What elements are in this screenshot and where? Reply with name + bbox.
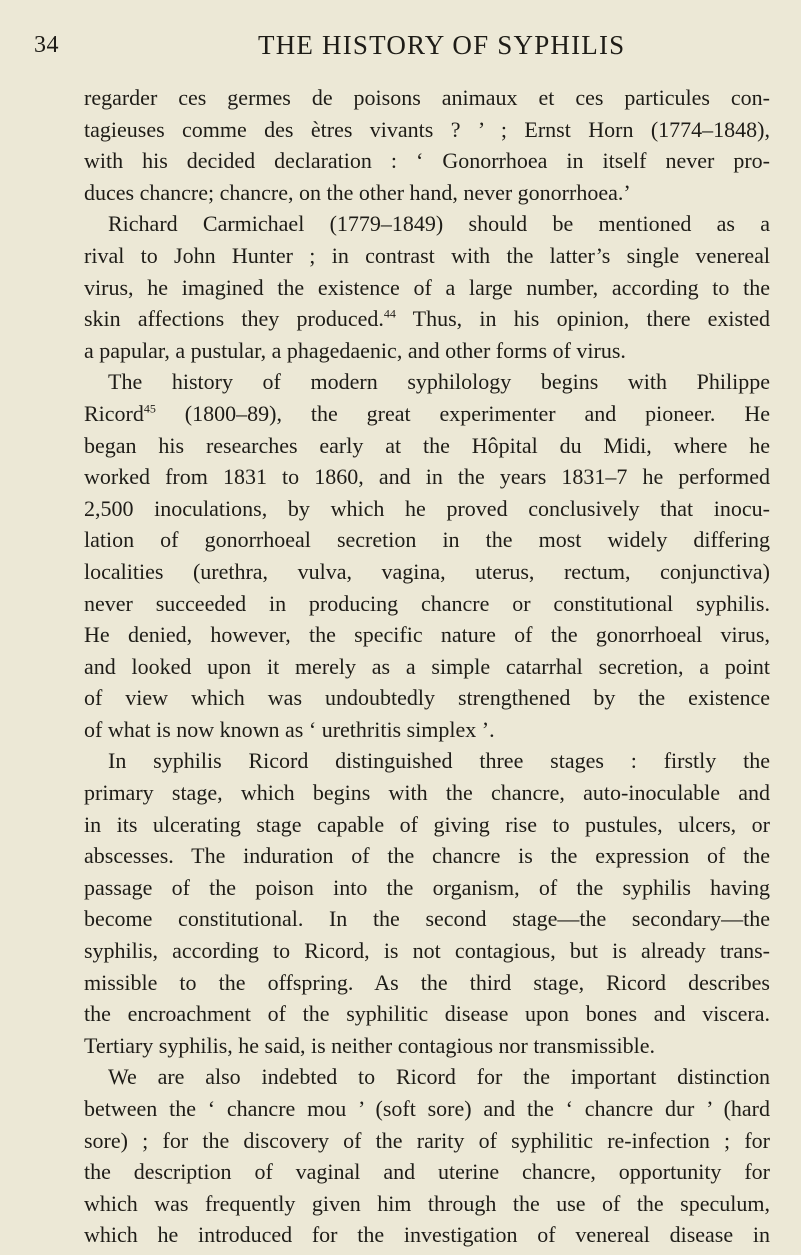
text-line: abscesses. The induration of the chancre is the expression of the [84,843,770,869]
text-line: virus, he imagined the existence of a large number, according to the [84,274,770,300]
text-line: localities (urethra, vulva, vagina, uterus, rectum, conjunctiva) [84,558,770,584]
text-line: with his decided declaration : ‘ Gonorrhoea in itself never pro- [84,148,770,174]
text-line: rival to John Hunter ; in contrast with the latter’s single venereal [84,242,770,268]
text-line: never succeeded in producing chancre or constitutional syphilis. [84,590,770,616]
text-line: and looked upon it merely as a simple catarrhal secretion, a point [84,653,770,679]
text-line: missible to the offspring. As the third stage, Ricord describes [84,969,770,995]
footnote-ref: 44 [383,306,396,321]
line-text: Ricord [84,400,144,426]
text-line: began his researches early at the Hôpital du Midi, where he [84,432,770,458]
text-line: Richard Carmichael (1779–1849) should be mentioned as a [108,211,770,237]
line-text: skin affections they produced. [84,306,384,332]
text-line: He denied, however, the specific nature of the gonorrhoeal virus, [84,622,770,648]
text-line: tagieuses comme des ètres vivants ? ’ ; Ernst Horn (1774–1848), [84,116,770,142]
text-line: The history of modern syphilology begins with Philippe [108,369,770,395]
text-line: in its ulcerating stage capable of giving rise to pustules, ulcers, or [84,811,770,837]
text-line: primary stage, which begins with the chancre, auto-inoculable and [84,780,770,806]
running-title: THE HISTORY OF SYPHILIS [258,30,626,60]
text-line: of view which was undoubtedly strengthened by the existence [84,685,770,711]
text-line: We are also indebted to Ricord for the important distinction [108,1064,770,1090]
text-line: become constitutional. In the second stage—the secondary—the [84,906,770,932]
text-line: passage of the poison into the organism, of the syphilis having [84,874,770,900]
text-line: the encroachment of the syphilitic disease upon bones and viscera. [84,1001,770,1027]
text-line: sore) ; for the discovery of the rarity of syphilitic re-infection ; for [84,1127,770,1153]
text-line [84,303,770,335]
text-line: lation of gonorrhoeal secretion in the most widely differing [84,527,770,553]
page-number: 34 [34,32,59,58]
line-text: (1800–89), the great experimenter and pioneer. He [155,400,770,426]
text-line: duces chancre; chancre, on the other hand, never gonorrhoea.’ [84,179,631,205]
text-line: In syphilis Ricord distinguished three stages : firstly the [108,748,770,774]
line-text: Thus, in his opinion, there existed [395,306,770,332]
footnote-ref: 45 [143,401,156,416]
text-line: which he introduced for the investigation of venereal disease in [84,1222,770,1248]
text-line: worked from 1831 to 1860, and in the years 1831–7 he performed [84,464,770,490]
text-line: of what is now known as ‘ urethritis simplex ’. [84,716,495,742]
text-line: a papular, a pustular, a phagedaenic, and other forms of virus. [84,337,626,363]
text-line: between the ‘ chancre mou ’ (soft sore) and the ‘ chancre dur ’ (hard [84,1096,770,1121]
text-line: syphilis, according to Ricord, is not contagious, but is already trans- [84,938,770,964]
text-line: regarder ces germes de poisons animaux et ces particules con- [84,85,770,110]
text-line: the description of vaginal and uterine chancre, opportunity for [84,1159,770,1185]
text-line [84,398,770,430]
text-line: Tertiary syphilis, he said, is neither contagious nor transmissible. [84,1032,655,1058]
body-text [84,82,770,1251]
text-line: which was frequently given him through the use of the speculum, [84,1190,770,1216]
text-line: 2,500 inoculations, by which he proved conclusively that inocu- [84,495,770,521]
